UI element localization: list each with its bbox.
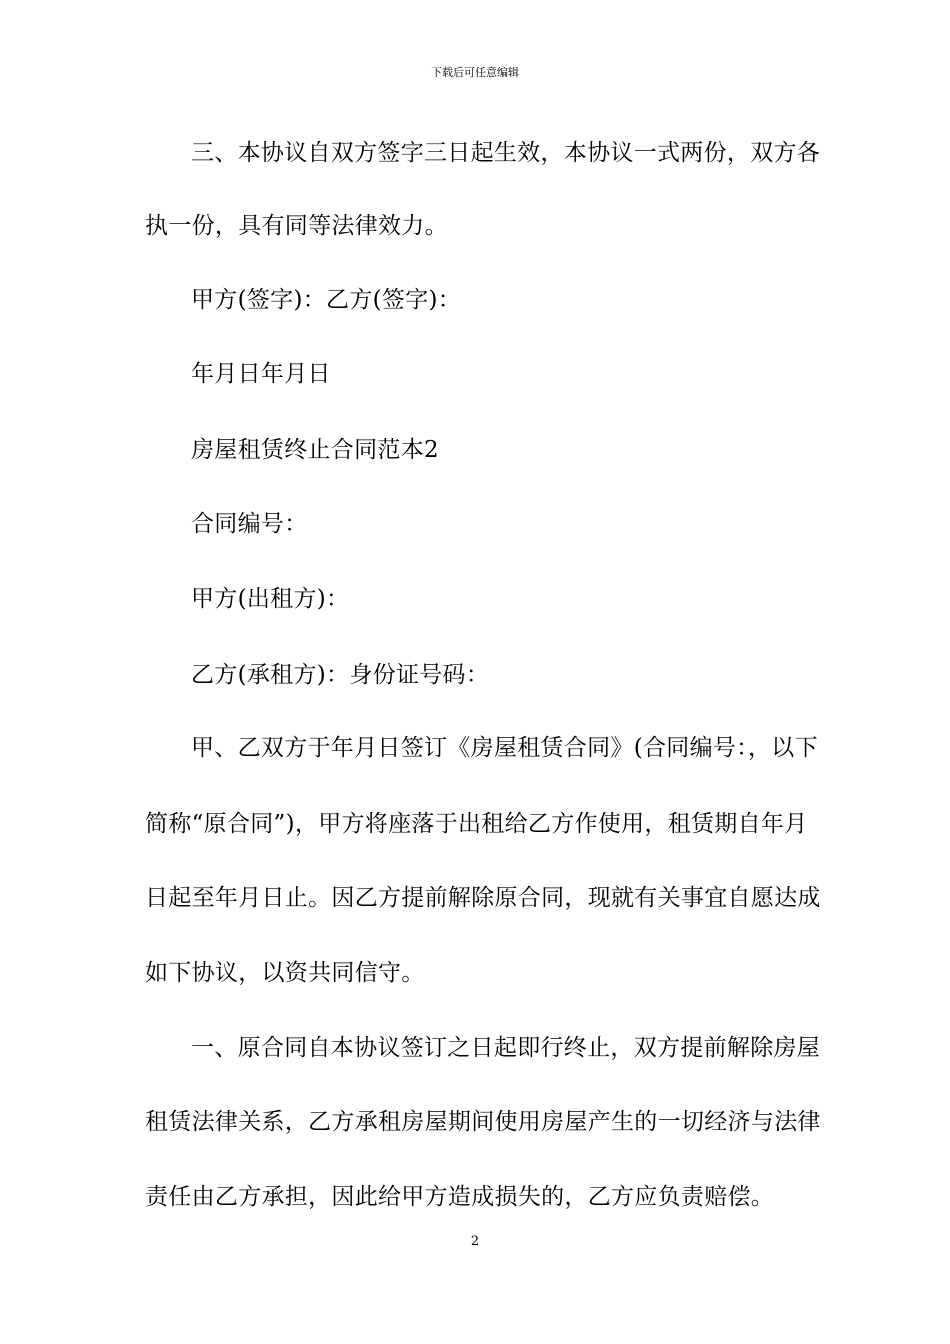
party-b-line: 乙方(承租方)：身份证号码： [191, 662, 490, 688]
page-header: 下载后可任意编辑 [431, 66, 519, 79]
paragraph-line: 如下协议，以资共同信守。 [145, 960, 425, 986]
contract-number-line: 合同编号： [191, 511, 308, 537]
signature-line: 甲方(签字)：乙方(签字)： [191, 287, 462, 313]
paragraph-line: 责任由乙方承担，因此给甲方造成损失的，乙方应负责赔偿。 [145, 1184, 775, 1210]
date-line: 年月日年月日 [191, 361, 331, 387]
paragraph-line: 一、原合同自本协议签订之日起即行终止，双方提前解除房屋 [191, 1035, 821, 1061]
paragraph-line: 简称“原合同”)，甲方将座落于出租给乙方作使用，租赁期自年月 [145, 811, 808, 837]
party-a-line: 甲方(出租方)： [191, 586, 350, 612]
paragraph-line: 三、本协议自双方签字三日起生效，本协议一式两份，双方各 [191, 140, 821, 166]
section-title: 房屋租赁终止合同范本2 [191, 437, 439, 463]
paragraph-line: 甲、乙双方于年月日签订《房屋租赁合同》(合同编号：，以下 [191, 735, 818, 761]
paragraph-line: 日起至年月日止。因乙方提前解除原合同，现就有关事宜自愿达成 [145, 885, 821, 911]
paragraph-line: 租赁法律关系，乙方承租房屋期间使用房屋产生的一切经济与法律 [145, 1109, 821, 1135]
paragraph-line: 执一份，具有同等法律效力。 [145, 213, 448, 239]
page-number: 2 [470, 1234, 480, 1249]
